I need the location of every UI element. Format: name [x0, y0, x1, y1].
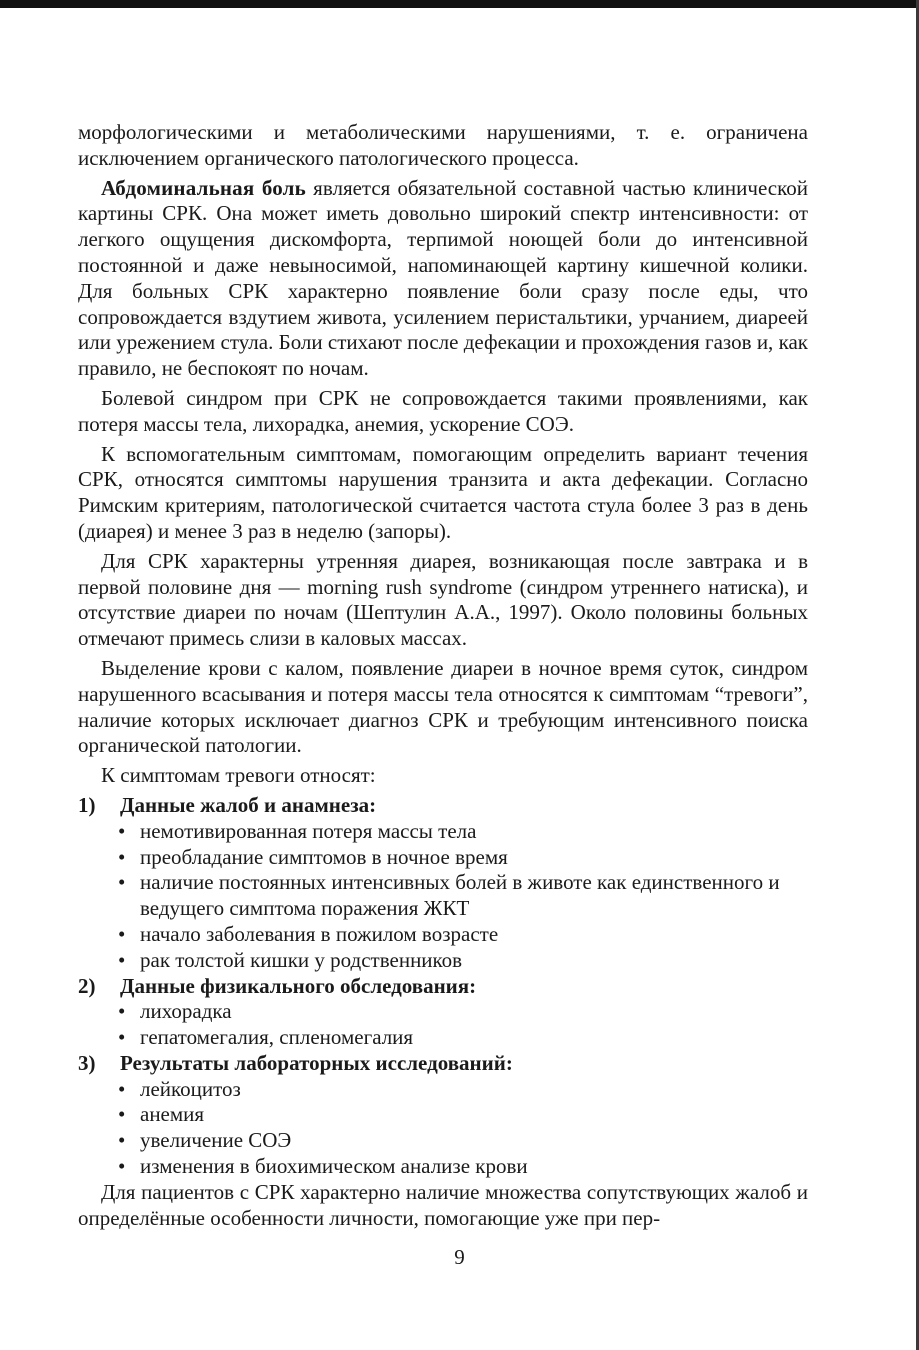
list-item — [118, 845, 808, 871]
list-item — [118, 1025, 808, 1051]
list-item — [118, 999, 808, 1025]
section-physical-exam — [78, 974, 808, 1051]
section-number: 1) — [78, 792, 96, 817]
list-item-text: наличие постоянных интенсивных болей в животе как единственного и ведущего симптома поражения ЖКТ — [140, 870, 780, 921]
bullet-icon: • — [118, 818, 126, 843]
bullet-icon: • — [118, 947, 126, 972]
list-item-text: начало заболевания в пожилом возрасте — [140, 921, 499, 946]
paragraph-alarm-symptoms: Выделение крови с калом, появление диареи в ночное время суток, синдром нарушенного всасывания и потеря массы тела относятся к симптомам “тревоги”, наличие которых исключает диагноз СРК и требующим интенсивного поиска органической патологии. — [78, 655, 808, 758]
section-heading — [78, 1051, 808, 1077]
section-number: 3) — [78, 1050, 96, 1075]
list-item-text: анемия — [140, 1102, 205, 1127]
bullet-icon: • — [118, 1154, 126, 1179]
list-item-text: лихорадка — [140, 999, 232, 1024]
bullet-icon: • — [118, 844, 126, 869]
section-lab-results — [78, 1051, 808, 1180]
section-title: Результаты лабораторных исследований: — [120, 1050, 513, 1075]
bullet-icon: • — [118, 921, 126, 946]
page-body — [78, 120, 808, 1235]
bullet-icon: • — [118, 870, 126, 895]
bullet-icon: • — [118, 999, 126, 1024]
list-item — [118, 1154, 808, 1180]
list-item — [118, 819, 808, 845]
section-title: Данные физикального обследования: — [120, 973, 477, 998]
paragraph-auxiliary-symptoms: К вспомогательным симптомам, помогающим определить вариант течения СРК, относятся симптомы нарушения транзита и акта дефекации. Согласно Римским критериям, патологической считается частота стула более 3 раз в день (диарея) и менее 3 раз в неделю (запоры). — [78, 441, 808, 543]
paragraph-abdominal-pain-text: является обязательной составной частью клинической картины СРК. Она может иметь довольно широкий спектр интенсивности: от легкого ощущения дискомфорта, терпимой ноющей боли до интенсивной постоянной и даже невыносимой, напоминающей картину кишечной колики. Для больных СРК характерно появление боли сразу после еды, что сопровождается вздутием живота, усилением перистальтики, урчанием, диареей или урежением стула. Боли стихают после дефекации и прохождения газов и, как правило, не беспокоят по ночам. — [78, 175, 808, 381]
list-item-text: увеличение СОЭ — [140, 1128, 292, 1153]
bullet-list — [78, 999, 808, 1051]
bullet-list — [78, 1077, 808, 1180]
page-number: 9 — [454, 1245, 465, 1269]
bullet-icon: • — [118, 1025, 126, 1050]
paragraph-closing: Для пациентов с СРК характерно наличие множества сопутствующих жалоб и определённые особенности личности, помогающие уже при пер- — [78, 1179, 808, 1230]
paragraph-pain-syndrome: Болевой синдром при СРК не сопровождается такими проявлениями, как потеря массы тела, лихорадка, анемия, ускорение СОЭ. — [78, 385, 808, 436]
list-item-text: преобладание симптомов в ночное время — [140, 844, 508, 869]
paragraph-abdominal-pain — [78, 176, 808, 382]
term-abdominal-pain: Абдоминальная боль — [101, 175, 306, 200]
section-number: 2) — [78, 973, 96, 998]
list-item — [118, 948, 808, 974]
paragraph-intro-continuation: морфологическими и метаболическими нарушениями, т. е. ограничена исключением органического патологического процесса. — [78, 120, 808, 170]
bullet-icon: • — [118, 1128, 126, 1153]
section-complaints — [78, 793, 808, 974]
list-item — [118, 1102, 808, 1128]
list-item-text: изменения в биохимическом анализе крови — [140, 1154, 528, 1179]
list-item-text: рак толстой кишки у родственников — [140, 947, 463, 972]
paragraph-alarm-list-intro: К симптомам тревоги относят: — [101, 763, 376, 788]
section-title: Данные жалоб и анамнеза: — [120, 792, 377, 817]
top-edge-border — [0, 0, 919, 8]
list-item — [118, 1128, 808, 1154]
list-item — [118, 870, 808, 922]
section-heading — [78, 793, 808, 819]
bullet-list — [78, 819, 808, 974]
bullet-icon: • — [118, 1076, 126, 1101]
list-item — [118, 922, 808, 948]
section-heading — [78, 974, 808, 1000]
list-item — [118, 1077, 808, 1103]
list-item-text: немотивированная потеря массы тела — [140, 818, 477, 843]
list-item-text: гепатомегалия, спленомегалия — [140, 1025, 414, 1050]
list-item-text: лейкоцитоз — [140, 1076, 241, 1101]
bullet-icon: • — [118, 1102, 126, 1127]
paragraph-morning-diarrhea: Для СРК характерны утренняя диарея, возникающая после завтрака и в первой половине дня — morning rush syndrome (синдром утреннего натиска), и отсутствие диареи по ночам (Шептулин А.А., 1997). Около половины больных отмечают примесь слизи в каловых массах. — [78, 548, 808, 651]
